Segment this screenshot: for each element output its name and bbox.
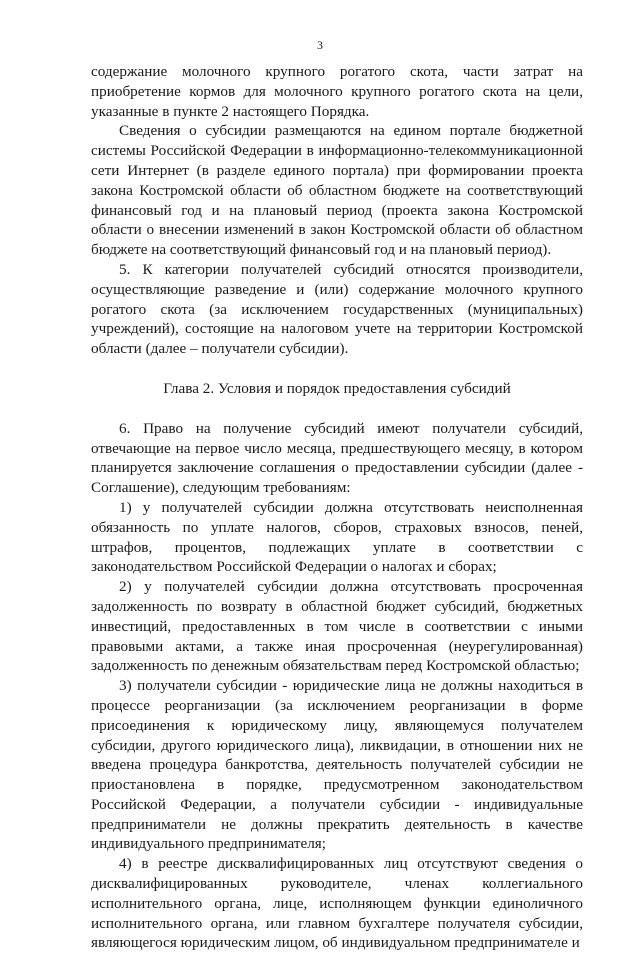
document-body [91,62,583,953]
paragraph-subsidy-info: Сведения о субсидии размещаются на едином портале бюджетной системы Российской Федерации в информационно-телекоммуникационной сети Интернет (в разделе единого портала) при формировании проекта закона Костромской области об областном бюджете на соответствующий финансовый год и на плановый период (проекта закона Костромской области о внесении изменений в закон Костромской области об областном бюджете на соответствующий финансовый год и на плановый период). [91,122,583,259]
paragraph-5: 5. К категории получателей субсидий относятся производители, осуществляющие разведение и (или) содержание молочного крупного рогатого скота (за исключением государственных (муниципальных) учреждений), состоящие на налоговом учете на территории Костромской области (далее – получатели субсидии). [91,260,583,358]
paragraph-6: 6. Право на получение субсидий имеют получатели субсидий, отвечающие на первое число месяца, предшествующего месяцу, в котором планируется заключение соглашения о предоставлении субсидии (далее - Соглашение), следующим требованиям: [91,419,583,497]
page-number: 3 [317,38,323,52]
chapter-heading: Глава 2. Условия и порядок предоставления субсидий [163,379,511,397]
paragraph-continuation: содержание молочного крупного рогатого скота, части затрат на приобретение кормов для молочного крупного рогатого скота на цели, указанные в пункте 2 настоящего Порядка. [91,63,583,120]
requirement-item-2: 2) у получателей субсидии должна отсутствовать просроченная задолженность по возврату в областной бюджет субсидий, бюджетных инвестиций, предоставленных в том числе в соответствии с иными правовыми актами, а также иная просроченная (неурегулированная) задолженность по денежным обязательствам перед Костромской областью; [91,578,583,675]
requirement-item-4: 4) в реестре дисквалифицированных лиц отсутствуют сведения о дисквалифицированных руководителе, членах коллегиального исполнительного органа, лице, исполняющем функции единоличного исполнительного органа, или главном бухгалтере получателя субсидии, являющегося юридическим лицом, об индивидуальном предпринимателе и [91,855,583,952]
requirement-item-1: 1) у получателей субсидии должна отсутствовать неисполненная обязанность по уплате налогов, сборов, страховых взносов, пеней, штрафов, процентов, подлежащих уплате в соответствии с законодательством Российской Федерации о налогах и сборах; [91,498,583,576]
requirement-item-3: 3) получатели субсидии - юридические лица не должны находиться в процессе реорганизации (за исключением реорганизации в форме присоединения к юридическому лицу, являющемуся получателем субсидии, другого юридического лица), ликвидации, в отношении них не введена процедура банкротства, деятельность получателей субсидии не приостановлена в порядке, предусмотренном законодательством Российской Федерации, а получатели субсидии - индивидуальные предприниматели не должны прекратить деятельность в качестве индивидуального предпринимателя; [91,677,583,853]
